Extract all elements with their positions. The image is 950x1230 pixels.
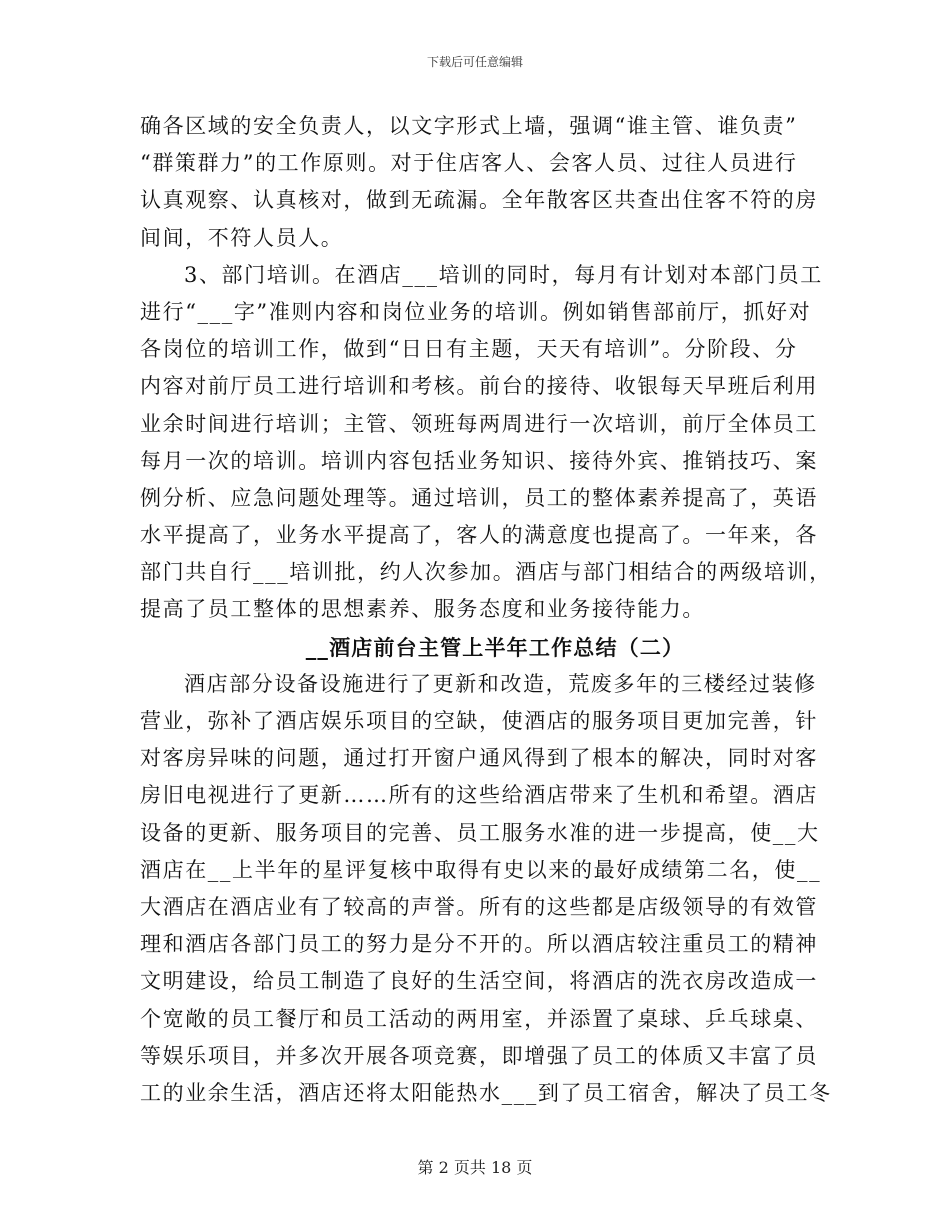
- section-title: __酒店前台主管上半年工作总结（二）: [305, 634, 685, 660]
- paragraph-line: 部门共自行___培训批，约人次参加。酒店与部门相结合的两级培训，: [140, 560, 832, 585]
- paragraph-line: 确各区域的安全负责人，以文字形式上墙，强调“谁主管、谁负责”: [140, 114, 798, 138]
- paragraph-line: 间间，不符人员人。: [140, 225, 344, 250]
- paragraph-line: 提高了员工整体的思想素养、服务态度和业务接待能力。: [140, 597, 705, 622]
- paragraph-line: 业余时间进行培训；主管、领班每两周进行一次培训，前厅全体员工: [140, 411, 818, 436]
- paragraph-line: 大酒店在酒店业有了较高的声誉。所有的这些都是店级领导的有效管: [140, 894, 818, 919]
- paragraph-line: 每月一次的培训。培训内容包括业务知识、接待外宾、推销技巧、案: [140, 448, 818, 473]
- paragraph-line: 进行“___字”准则内容和岗位业务的培训。例如销售部前厅，抓好对: [140, 299, 812, 324]
- paragraph-line: 营业，弥补了酒店娱乐项目的空缺，使酒店的服务项目更加完善，针: [140, 709, 818, 733]
- paragraph-line: “群策群力”的工作原则。对于住店客人、会客人员、过往人员进行: [140, 151, 798, 176]
- paragraph-line: 对客房异味的问题，通过打开窗户通风得到了根本的解决，同时对客: [140, 746, 818, 771]
- paragraph-line: 工的业余生活，酒店还将太阳能热水___到了员工宿舍，解决了员工冬: [140, 1080, 832, 1105]
- paragraph-line: 文明建设，给员工制造了良好的生活空间，将酒店的洗衣房改造成一: [140, 969, 818, 994]
- paragraph-line: 理和酒店各部门员工的努力是分不开的。所以酒店较注重员工的精神: [140, 932, 818, 957]
- page-footer: 第 2 页共 18 页: [417, 1158, 533, 1177]
- paragraph-line: 各岗位的培训工作，做到“日日有主题，天天有培训”。分阶段、分: [140, 337, 798, 362]
- paragraph-line: 等娱乐项目，并多次开展各项竞赛，即增强了员工的体质又丰富了员: [140, 1043, 818, 1068]
- paragraph-line: 例分析、应急问题处理等。通过培训，员工的整体素养提高了，英语: [140, 485, 818, 510]
- page-header: 下载后可任意编辑: [426, 55, 523, 69]
- document-body: [140, 108, 832, 1112]
- paragraph-line: 内容对前厅员工进行培训和考核。前台的接待、收银每天早班后利用: [140, 374, 818, 399]
- paragraph-line: 房旧电视进行了更新……所有的这些给酒店带来了生机和希望。酒店: [140, 783, 818, 808]
- paragraph-line: 酒店部分设备设施进行了更新和改造，荒废多年的三楼经过装修: [184, 671, 817, 696]
- paragraph-line: 认真观察、认真核对，做到无疏漏。全年散客区共查出住客不符的房: [140, 188, 818, 213]
- paragraph-line: 3、部门培训。在酒店___培训的同时，每月有计划对本部门员工: [184, 262, 823, 287]
- paragraph-line: 设备的更新、服务项目的完善、员工服务水准的进一步提高，使__大: [140, 820, 820, 845]
- paragraph-line: 酒店在__上半年的星评复核中取得有史以来的最好成绩第二名，使__: [140, 857, 822, 882]
- paragraph-line: 个宽敞的员工餐厅和员工活动的两用室，并添置了桌球、乒乓球桌、: [140, 1006, 818, 1031]
- paragraph-line: 水平提高了，业务水平提高了，客人的满意度也提高了。一年来，各: [140, 523, 818, 548]
